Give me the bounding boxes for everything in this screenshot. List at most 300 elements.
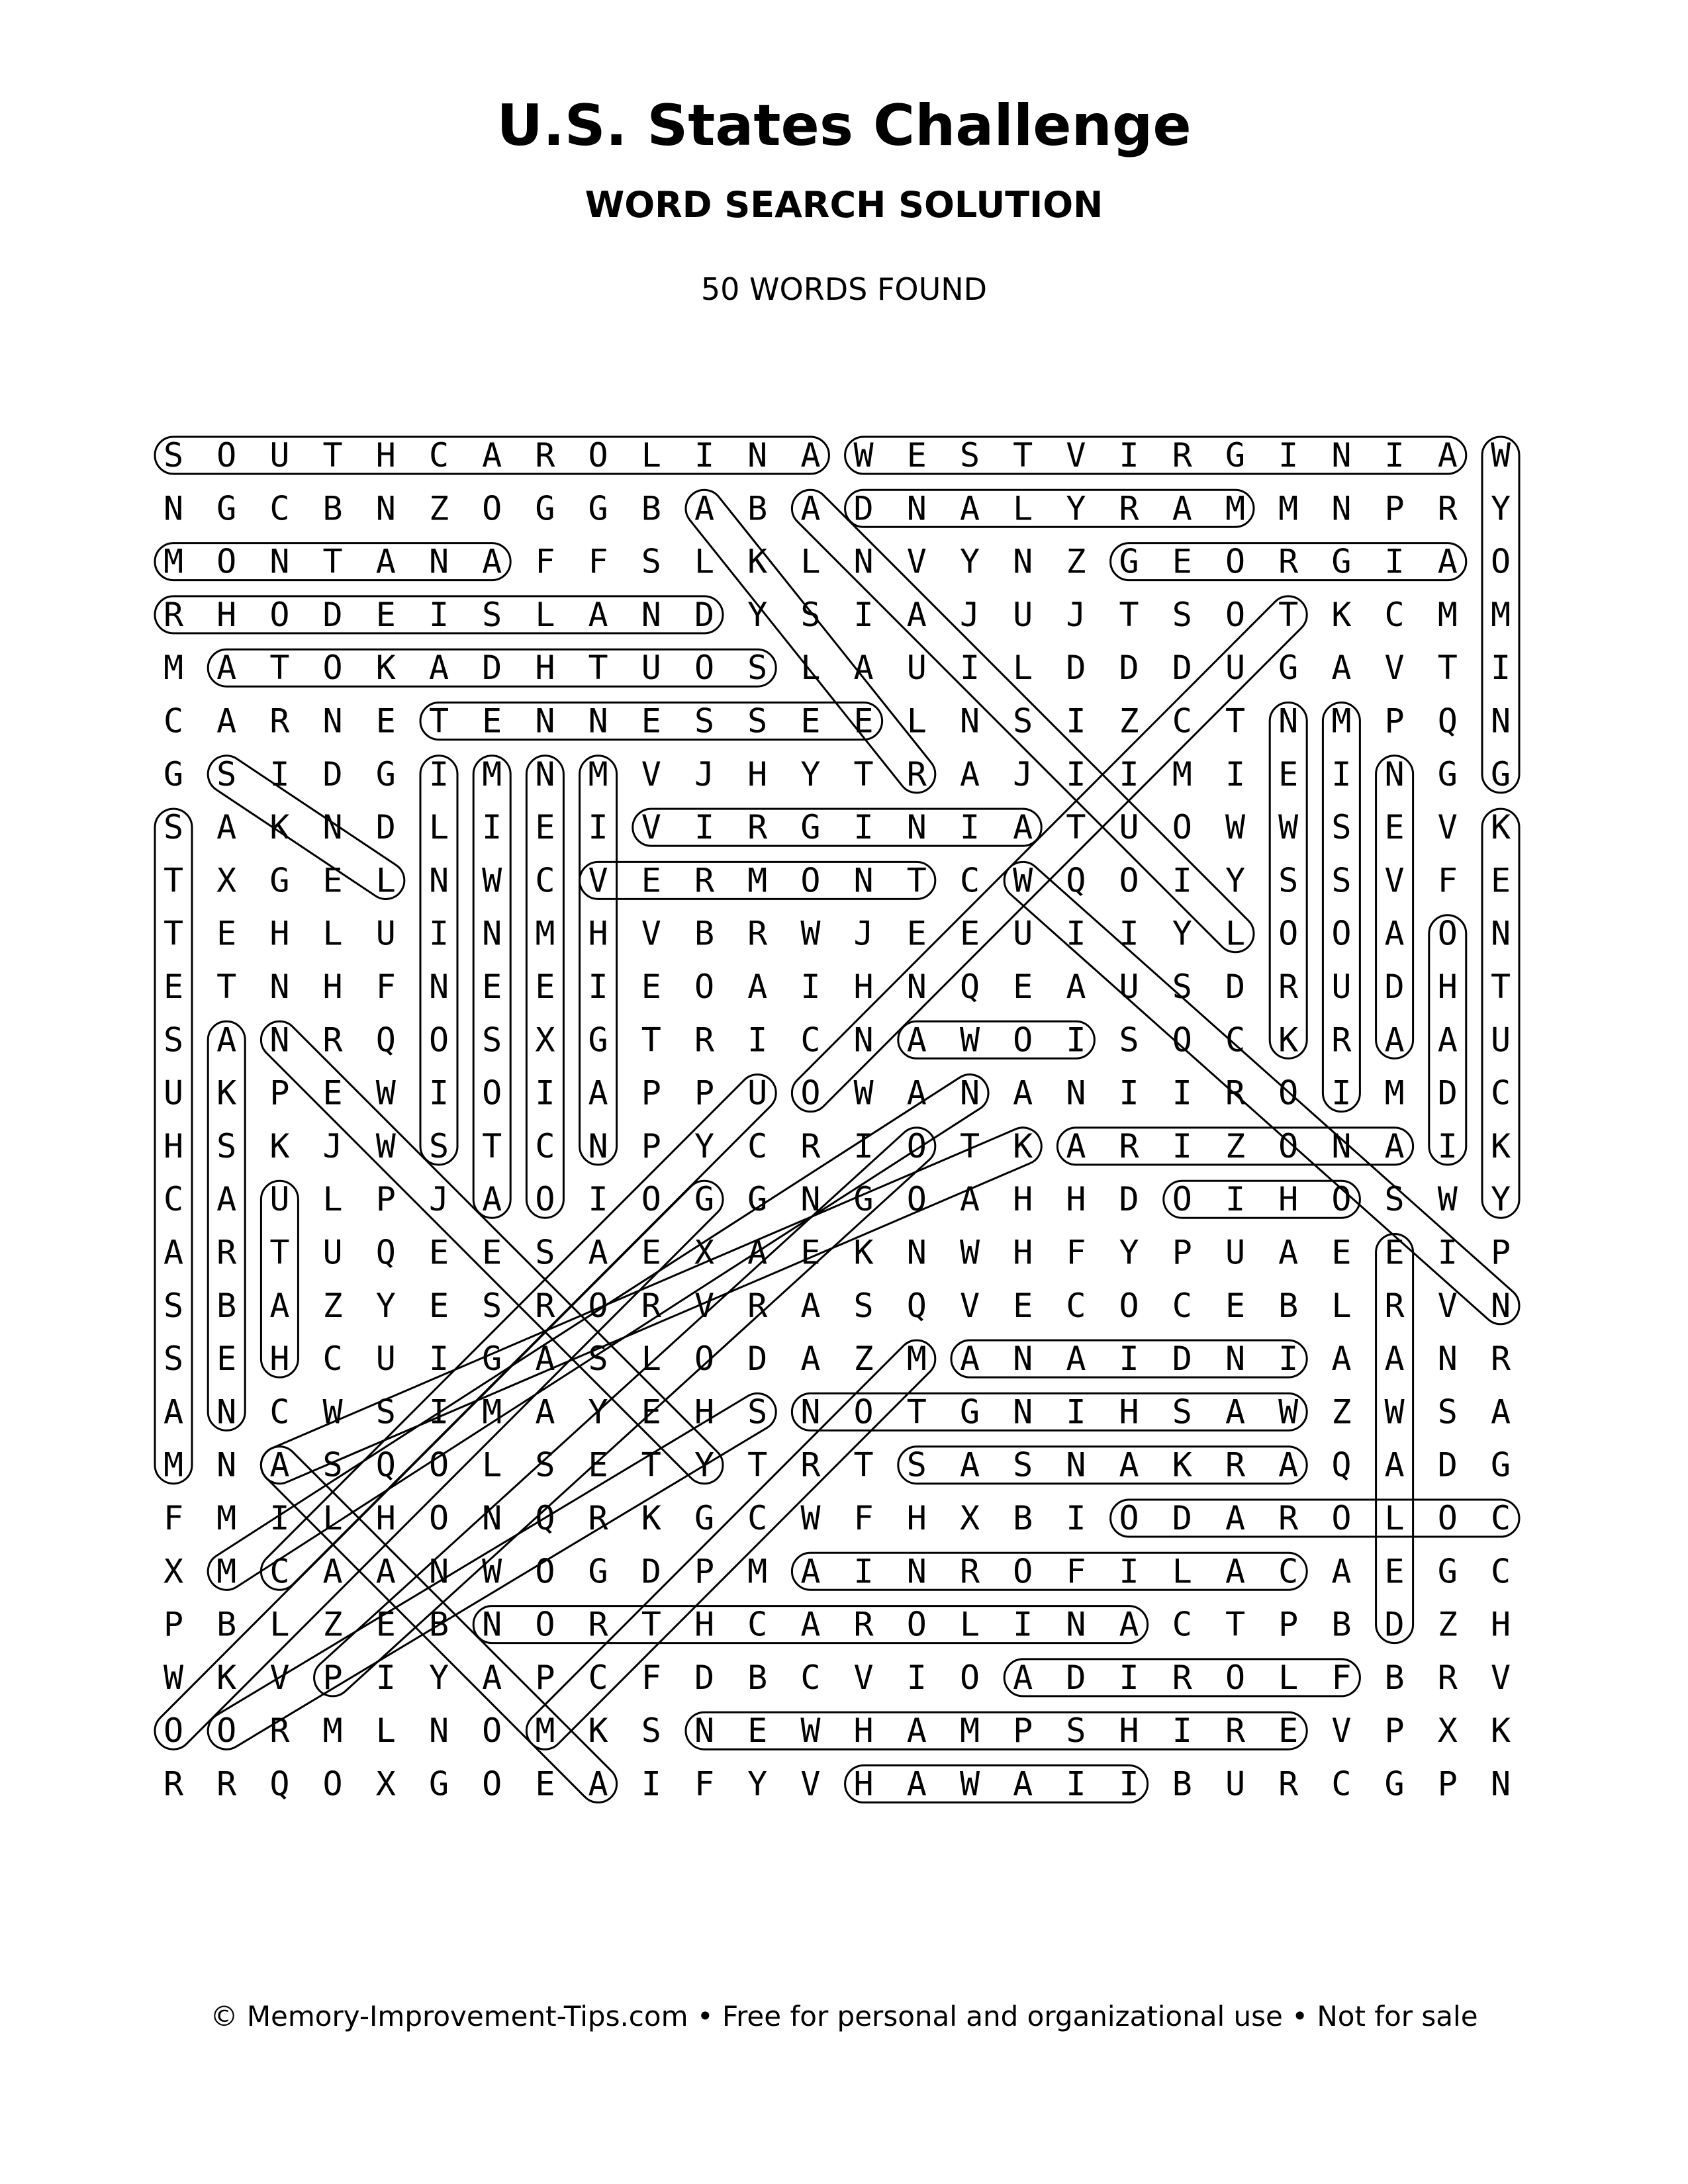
grid-letter: B	[216, 1286, 237, 1325]
grid-letter: D	[1172, 1340, 1192, 1379]
grid-letter: O	[906, 1126, 927, 1165]
grid-letter: S	[322, 1445, 343, 1484]
grid-letter: W	[800, 1711, 821, 1751]
grid-letter: A	[906, 1073, 927, 1113]
grid-letter: I	[428, 1073, 449, 1113]
grid-letter: G	[428, 1764, 449, 1803]
grid-letter: T	[853, 754, 874, 794]
grid-letter: R	[800, 1126, 821, 1165]
grid-letter: O	[959, 1658, 980, 1697]
grid-letter: S	[1066, 1711, 1086, 1751]
grid-letter: I	[1172, 1126, 1192, 1165]
grid-letter: L	[1172, 1552, 1192, 1591]
grid-letter: K	[1490, 1711, 1511, 1751]
grid-letter: S	[641, 542, 661, 581]
grid-letter: I	[428, 1392, 449, 1432]
grid-letter: I	[1066, 914, 1086, 953]
grid-letter: R	[1490, 1340, 1511, 1379]
grid-letter: W	[959, 1233, 980, 1272]
grid-letter: I	[853, 1126, 874, 1165]
grid-letter: G	[1490, 754, 1511, 794]
grid-letter: Z	[322, 1605, 343, 1644]
grid-letter: H	[322, 968, 343, 1006]
grid-letter: R	[1437, 1658, 1458, 1697]
grid-letter: N	[428, 1552, 449, 1591]
grid-letter: D	[1172, 649, 1192, 688]
grid-letter: N	[694, 1711, 715, 1751]
grid-letter: Y	[1172, 914, 1192, 953]
grid-letter: S	[163, 1340, 184, 1379]
grid-letter: H	[853, 1711, 874, 1751]
grid-letter: K	[747, 542, 768, 581]
word-highlight-hawaii	[845, 1766, 1148, 1803]
grid-letter: X	[375, 1764, 396, 1803]
grid-letter: I	[1437, 1233, 1458, 1272]
grid-letter: A	[1013, 1073, 1033, 1113]
grid-letter: H	[375, 436, 396, 475]
grid-letter: E	[1013, 968, 1033, 1006]
grid-letter: I	[428, 595, 449, 634]
grid-letter: S	[1384, 1180, 1405, 1219]
grid-letter: D	[1384, 968, 1405, 1006]
grid-letter: N	[1331, 436, 1352, 475]
grid-letter: C	[800, 1658, 821, 1697]
grid-letter: T	[1278, 595, 1299, 634]
grid-letter: A	[216, 1180, 237, 1219]
grid-letter: O	[163, 1711, 184, 1751]
grid-letter: T	[1225, 702, 1246, 741]
grid-letter: E	[322, 1073, 343, 1113]
grid-letter: H	[1437, 968, 1458, 1006]
grid-letter: I	[1119, 1658, 1139, 1697]
grid-letter: N	[269, 968, 290, 1006]
grid-letter: F	[1066, 1233, 1086, 1272]
grid-letter: A	[163, 1392, 184, 1432]
grid-letter: L	[322, 914, 343, 953]
grid-letter: A	[1331, 649, 1352, 688]
grid-letter: N	[1331, 1126, 1352, 1165]
grid-letter: L	[322, 1499, 343, 1537]
grid-letter: N	[216, 1392, 237, 1432]
grid-letter: A	[269, 1445, 290, 1484]
grid-letter: R	[1119, 1126, 1139, 1165]
grid-letter: B	[428, 1605, 449, 1644]
grid-letter: L	[800, 649, 821, 688]
grid-letter: N	[535, 754, 555, 794]
grid-letter: Z	[1437, 1605, 1458, 1644]
grid-letter: D	[1225, 968, 1246, 1006]
grid-letter: R	[269, 1711, 290, 1751]
grid-letter: W	[375, 1073, 396, 1113]
grid-letter: R	[216, 1764, 237, 1803]
grid-letter: A	[1384, 1021, 1405, 1060]
grid-letter: X	[216, 861, 237, 900]
grid-letter: W	[1278, 1392, 1299, 1432]
grid-letter: R	[747, 914, 768, 953]
grid-letter: G	[1119, 542, 1139, 581]
grid-letter: N	[1013, 1340, 1033, 1379]
grid-letter: N	[375, 489, 396, 528]
grid-letter: K	[1278, 1021, 1299, 1060]
grid-letter: W	[959, 1021, 980, 1060]
grid-letter: N	[1066, 1445, 1086, 1484]
word-highlight-westvirginia	[845, 437, 1466, 474]
grid-letter: C	[1172, 702, 1192, 741]
grid-letter: C	[1278, 1552, 1299, 1591]
grid-letter: U	[1225, 649, 1246, 688]
grid-letter: E	[906, 436, 927, 475]
grid-letter: E	[428, 1286, 449, 1325]
word-highlight-iowa	[898, 1021, 1095, 1058]
grid-letter: V	[641, 914, 661, 953]
grid-letter: I	[1384, 436, 1405, 475]
grid-letter: A	[1437, 542, 1458, 581]
grid-letter: L	[906, 702, 927, 741]
grid-letter: H	[694, 1605, 715, 1644]
grid-letter: O	[1013, 1021, 1033, 1060]
grid-letter: P	[641, 1126, 661, 1165]
grid-letter: R	[747, 808, 768, 847]
grid-letter: L	[1013, 489, 1033, 528]
grid-letter: D	[1384, 1605, 1405, 1644]
grid-letter: V	[694, 1286, 715, 1325]
grid-letter: Y	[800, 754, 821, 794]
grid-letter: R	[906, 754, 927, 794]
grid-letter: T	[853, 1445, 874, 1484]
grid-letter: I	[1172, 1711, 1192, 1751]
grid-letter: I	[1437, 1126, 1458, 1165]
grid-letter: V	[641, 808, 661, 847]
grid-letter: P	[535, 1658, 555, 1697]
grid-letter: D	[375, 808, 396, 847]
grid-letter: C	[1225, 1021, 1246, 1060]
grid-letter: H	[1490, 1605, 1511, 1644]
grid-letter: I	[482, 808, 502, 847]
grid-letter: D	[1119, 649, 1139, 688]
grid-letter: O	[1119, 1499, 1139, 1537]
grid-letter: P	[163, 1605, 184, 1644]
grid-letter: O	[1331, 914, 1352, 953]
grid-letter: E	[1384, 1552, 1405, 1591]
grid-letter: E	[1384, 1233, 1405, 1272]
grid-letter: A	[1225, 1499, 1246, 1537]
grid-letter: E	[853, 702, 874, 741]
grid-letter: R	[1225, 1711, 1246, 1751]
grid-letter: N	[1490, 1764, 1511, 1803]
grid-letter: G	[375, 754, 396, 794]
grid-letter: P	[694, 1552, 715, 1591]
grid-letter: G	[216, 489, 237, 528]
grid-letter: U	[1331, 968, 1352, 1006]
grid-letter: O	[535, 1552, 555, 1591]
grid-letter: E	[641, 968, 661, 1006]
grid-letter: I	[694, 436, 715, 475]
grid-letter: O	[1225, 1658, 1246, 1697]
grid-letter: G	[694, 1180, 715, 1219]
grid-letter: N	[1066, 1073, 1086, 1113]
grid-letter: O	[482, 1711, 502, 1751]
grid-letter: M	[1384, 1073, 1405, 1113]
grid-letter: E	[1278, 754, 1299, 794]
grid-letter: U	[1225, 1764, 1246, 1803]
grid-letter: M	[482, 754, 502, 794]
grid-letter: T	[1437, 649, 1458, 688]
grid-letter: E	[747, 1711, 768, 1751]
grid-letter: N	[1066, 1605, 1086, 1644]
grid-letter: E	[375, 1605, 396, 1644]
grid-letter: N	[428, 861, 449, 900]
grid-letter: S	[535, 1445, 555, 1484]
grid-letter: O	[1013, 1552, 1033, 1591]
grid-letter: S	[747, 649, 768, 688]
grid-letter: O	[216, 542, 237, 581]
grid-letter: P	[1384, 489, 1405, 528]
grid-letter: H	[747, 754, 768, 794]
grid-letter: N	[1384, 754, 1405, 794]
grid-letter: A	[482, 436, 502, 475]
grid-letter: B	[1013, 1499, 1033, 1537]
grid-letter: C	[322, 1340, 343, 1379]
grid-letter: A	[1331, 1340, 1352, 1379]
grid-letter: S	[482, 1021, 502, 1060]
grid-letter: Y	[1066, 489, 1086, 528]
grid-letter: L	[375, 861, 396, 900]
grid-letter: L	[1384, 1499, 1405, 1537]
grid-letter: N	[1278, 702, 1299, 741]
grid-letter: U	[322, 1233, 343, 1272]
grid-letter: C	[428, 436, 449, 475]
grid-letter: N	[428, 1711, 449, 1751]
grid-letter: H	[588, 914, 608, 953]
grid-letter: D	[1437, 1445, 1458, 1484]
grid-letter: W	[1384, 1392, 1405, 1432]
grid-letter: I	[428, 754, 449, 794]
grid-letter: H	[906, 1499, 927, 1537]
grid-letter: R	[163, 1764, 184, 1803]
grid-letter: L	[1278, 1658, 1299, 1697]
grid-letter: O	[800, 861, 821, 900]
grid-letter: H	[853, 1764, 874, 1803]
grid-letter: A	[959, 1340, 980, 1379]
grid-letter: U	[1013, 914, 1033, 953]
grid-letter: V	[906, 542, 927, 581]
grid-letter: I	[1119, 1764, 1139, 1803]
grid-letter: E	[163, 968, 184, 1006]
grid-letter: C	[535, 861, 555, 900]
grid-letter: N	[1490, 702, 1511, 741]
grid-letter: I	[1013, 1605, 1033, 1644]
grid-letter: O	[1437, 914, 1458, 953]
word-highlight-alabama	[679, 482, 943, 800]
grid-letter: R	[588, 1605, 608, 1644]
grid-letter: A	[1172, 489, 1192, 528]
grid-letter: U	[269, 1180, 290, 1219]
grid-letter: D	[322, 754, 343, 794]
grid-letter: Y	[428, 1658, 449, 1697]
grid-letter: E	[1384, 808, 1405, 847]
grid-letter: P	[1172, 1233, 1192, 1272]
grid-letter: S	[163, 808, 184, 847]
grid-letter: A	[1225, 1392, 1246, 1432]
grid-letter: R	[1172, 436, 1192, 475]
grid-letter: N	[588, 702, 608, 741]
grid-letter: A	[959, 754, 980, 794]
grid-letter: T	[641, 1021, 661, 1060]
grid-letter: U	[641, 649, 661, 688]
grid-letter: R	[694, 861, 715, 900]
grid-letter: G	[747, 1180, 768, 1219]
grid-letter: U	[747, 1073, 768, 1113]
grid-letter: G	[269, 861, 290, 900]
grid-letter: M	[163, 1445, 184, 1484]
grid-letter: A	[1331, 1552, 1352, 1591]
grid-letter: E	[1490, 861, 1511, 900]
grid-letter: M	[1490, 595, 1511, 634]
grid-letter: R	[1225, 1073, 1246, 1113]
grid-letter: V	[1384, 861, 1405, 900]
grid-letter: Y	[1119, 1233, 1139, 1272]
grid-letter: N	[1331, 489, 1352, 528]
word-highlight-ohio	[1164, 1181, 1360, 1218]
grid-letter: N	[1013, 1392, 1033, 1432]
grid-letter: G	[1490, 1445, 1511, 1484]
grid-letter: V	[1066, 436, 1086, 475]
grid-letter: W	[800, 914, 821, 953]
grid-letter: J	[1066, 595, 1086, 634]
grid-letter: X	[694, 1233, 715, 1272]
grid-letter: H	[1013, 1233, 1033, 1272]
grid-letter: A	[800, 1340, 821, 1379]
grid-letter: A	[1066, 1126, 1086, 1165]
grid-letter: O	[322, 1764, 343, 1803]
grid-letter: I	[853, 1552, 874, 1591]
grid-letter: J	[322, 1126, 343, 1165]
grid-letter: K	[269, 808, 290, 847]
grid-letter: C	[535, 1126, 555, 1165]
grid-letter: A	[906, 1711, 927, 1751]
grid-letter: W	[853, 1073, 874, 1113]
grid-letter: N	[853, 861, 874, 900]
grid-letter: M	[535, 914, 555, 953]
grid-letter: O	[482, 489, 502, 528]
grid-letter: A	[216, 1021, 237, 1060]
grid-letter: O	[1331, 1499, 1352, 1537]
grid-letter: Q	[959, 968, 980, 1006]
grid-letter: Y	[747, 1764, 768, 1803]
grid-letter: M	[535, 1711, 555, 1751]
grid-letter: Y	[588, 1392, 608, 1432]
grid-letter: N	[800, 1392, 821, 1432]
grid-letter: R	[163, 595, 184, 634]
grid-letter: E	[428, 1233, 449, 1272]
grid-letter: R	[1331, 1021, 1352, 1060]
grid-letter: S	[1437, 1392, 1458, 1432]
grid-letter: I	[1066, 1499, 1086, 1537]
grid-letter: I	[1066, 1392, 1086, 1432]
grid-letter: P	[322, 1658, 343, 1697]
grid-letter: U	[1119, 808, 1139, 847]
grid-letter: I	[269, 1499, 290, 1537]
grid-letter: G	[1331, 542, 1352, 581]
grid-letter: M	[163, 649, 184, 688]
grid-letter: D	[482, 649, 502, 688]
grid-letter: C	[1490, 1552, 1511, 1591]
grid-letter: C	[588, 1658, 608, 1697]
grid-letter: S	[1331, 861, 1352, 900]
grid-letter: L	[269, 1605, 290, 1644]
grid-letter: N	[853, 1021, 874, 1060]
grid-letter: T	[269, 649, 290, 688]
grid-letter: Q	[375, 1021, 396, 1060]
grid-letter: O	[428, 1021, 449, 1060]
grid-letter: B	[216, 1605, 237, 1644]
grid-letter: H	[1066, 1180, 1086, 1219]
grid-letter: T	[322, 436, 343, 475]
grid-letter: S	[588, 1340, 608, 1379]
grid-letter: L	[959, 1605, 980, 1644]
grid-letter: A	[1066, 968, 1086, 1006]
grid-letter: R	[588, 1499, 608, 1537]
grid-letter: A	[375, 542, 396, 581]
grid-letter: V	[269, 1658, 290, 1697]
grid-letter: G	[1437, 1552, 1458, 1591]
grid-letter: C	[1490, 1073, 1511, 1113]
grid-letter: C	[269, 1392, 290, 1432]
grid-letter: H	[163, 1126, 184, 1165]
grid-letter: B	[1172, 1764, 1192, 1803]
grid-letter: P	[1013, 1711, 1033, 1751]
grid-letter: G	[588, 1021, 608, 1060]
grid-letter: E	[375, 702, 396, 741]
grid-letter: H	[269, 914, 290, 953]
solution-highlights	[147, 437, 1526, 1810]
grid-letter: O	[216, 436, 237, 475]
grid-letter: V	[1490, 1658, 1511, 1697]
grid-letter: O	[1172, 1180, 1192, 1219]
grid-letter: Q	[906, 1286, 927, 1325]
grid-letter: K	[588, 1711, 608, 1751]
grid-letter: W	[1225, 808, 1246, 847]
grid-letter: I	[906, 1658, 927, 1697]
words-found-count: 50 WORDS FOUND	[700, 271, 988, 307]
grid-letter: N	[428, 542, 449, 581]
grid-letter: D	[694, 595, 715, 634]
puzzle-title: U.S. States Challenge	[496, 93, 1192, 159]
grid-letter: C	[747, 1605, 768, 1644]
grid-letter: N	[216, 1445, 237, 1484]
grid-letter: L	[641, 1340, 661, 1379]
grid-letter: Y	[959, 542, 980, 581]
grid-letter: O	[216, 1711, 237, 1751]
grid-letter: N	[535, 702, 555, 741]
grid-letter: I	[1172, 861, 1192, 900]
grid-letter: L	[428, 808, 449, 847]
grid-letter: T	[1013, 436, 1033, 475]
grid-letter: O	[1331, 1180, 1352, 1219]
grid-letter: K	[853, 1233, 874, 1272]
grid-letter: D	[641, 1552, 661, 1591]
grid-letter: A	[216, 808, 237, 847]
grid-letter: R	[322, 1021, 343, 1060]
grid-letter: E	[641, 861, 661, 900]
grid-letter: O	[1119, 861, 1139, 900]
grid-letter: J	[1013, 754, 1033, 794]
grid-letter: A	[163, 1233, 184, 1272]
grid-letter: N	[853, 542, 874, 581]
grid-letter: I	[1172, 1073, 1192, 1113]
grid-letter: V	[588, 861, 608, 900]
grid-letter: A	[1384, 914, 1405, 953]
